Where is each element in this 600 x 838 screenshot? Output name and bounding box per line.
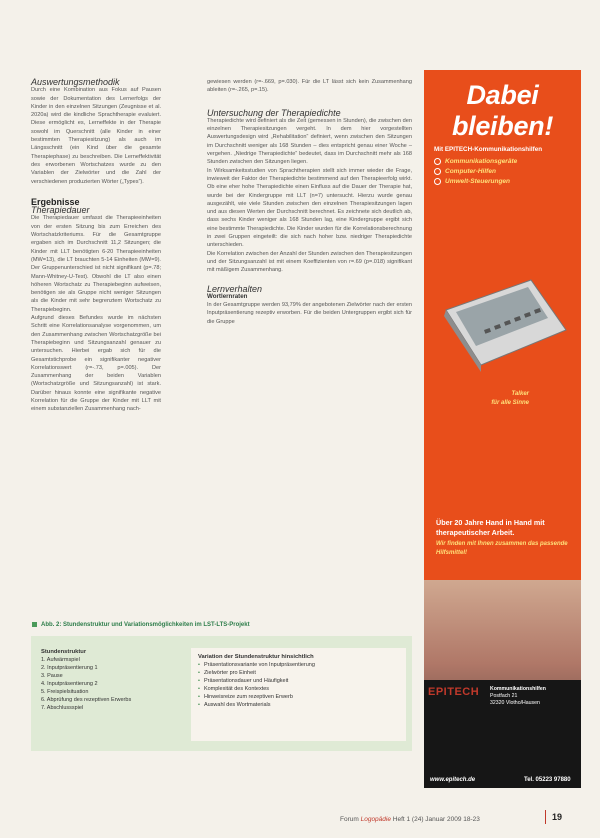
ad-product-label: Umwelt-Steuerungen xyxy=(445,178,511,185)
footer-journal-name: Logopädie xyxy=(360,816,391,823)
ad-info-2: Postfach 21 xyxy=(490,693,518,699)
circle-bullet-icon xyxy=(434,178,441,185)
talker-device-image xyxy=(436,270,571,380)
ad-contact-info xyxy=(490,686,546,707)
ad-slogan xyxy=(424,70,581,142)
figure-caption xyxy=(32,622,250,628)
footer-journal: Forum xyxy=(340,816,361,823)
variation-list xyxy=(198,661,399,709)
paragraph-density-2: In Wirksamkeitsstudien von Sprachtherapien stellt sich immer wieder die Frage, inwieweit der Faktor der Therapiedichte bestimmend auf den Therapieerfolg wirkt. Ob eine eher hohe Therapiedichte einen Einfluss auf die Dauer der Therapie hat, wurde bei der Kindergruppe mit LLT (n=7) untersucht. Hierzu wurde genau ausgezählt, wie viele Stunden zwischen den einzelnen Therapiesitzungen lagen und aus diesen Werten der Durchschnitt berechnet. Es zeichnete sich deutlich ab, dass sechs Kinder weniger als 168 Stunden lag, eine Kindergruppe ergibt sich eine bestimmte Therapiedichte. Die Kinder wurden für die Korrelationsberechnung in zwei Gruppen eingeteilt: die sich nach hoher bzw. niedriger Therapiedichte unterschieden. xyxy=(207,167,412,249)
ad-product-item xyxy=(434,177,581,187)
variation-item: • Präsentationsdauer und Häufigkeit xyxy=(198,677,399,685)
ad-slogan-line-2: bleiben! xyxy=(451,111,554,141)
structure-item: 4. Inputpräsentierung 2 xyxy=(41,681,98,687)
structure-item: 5. Freispielsituation xyxy=(41,689,89,695)
ad-touch-labels xyxy=(469,390,529,408)
page-number: 19 xyxy=(552,812,563,822)
ad-subtitle: Mit EPITECH-Kommunikationshilfen xyxy=(434,146,543,153)
epitech-logo: EPITECH xyxy=(428,686,480,698)
figure-left-panel xyxy=(41,648,131,712)
variation-item: • Zielwörter pro Einheit xyxy=(198,669,399,677)
heading-vocab: Wortlernraten xyxy=(207,292,248,300)
heading-behavior: Lernverhalten xyxy=(207,283,263,294)
figure-caption-text: Abb. 2: Stundenstruktur und Variationsmöglichkeiten im LST-LTS-Projekt xyxy=(41,622,250,629)
caption-square-icon xyxy=(32,622,37,627)
circle-bullet-icon xyxy=(434,158,441,165)
text-column-1 xyxy=(31,78,161,618)
figure-box xyxy=(31,636,412,751)
ad-product-label: Kommunikationsgeräte xyxy=(445,158,518,165)
ad-slogan-line-1: Dabei xyxy=(466,80,539,110)
paragraph-vocab: In der Gesamtgruppe werden 93,79% der angebotenen Zielwörter nach der ersten Inputpräsentierung rezeptiv erworben. Für die beiden Untergruppen ergibt sich für die Gruppe xyxy=(207,302,412,325)
ad-touch-label-2: für alle Sinne xyxy=(491,400,529,406)
epitech-advertisement xyxy=(424,70,581,788)
structure-item: 6. Abprüfung des rezeptiven Erwerbs xyxy=(41,697,132,703)
heading-results: Ergebnisse xyxy=(31,196,80,207)
ad-website-link[interactable]: www.epitech.de xyxy=(430,777,476,783)
heading-density: Untersuchung der Therapiedichte xyxy=(207,107,341,118)
ad-product-item xyxy=(434,167,581,177)
structure-list xyxy=(41,656,131,712)
figure-left-title: Stundenstruktur xyxy=(41,649,87,655)
variation-item: • Auswahl des Wortmaterials xyxy=(198,701,399,709)
text-column-2 xyxy=(207,78,412,618)
figure-right-title: Variation der Stundenstruktur hinsichtlich xyxy=(198,654,314,660)
ad-product-label: Computer-Hilfen xyxy=(445,168,496,175)
footer-issue: Heft 1 (24) Januar 2009 18-23 xyxy=(390,816,480,823)
variation-item: • Hinweisreize zum rezeptiven Erwerb xyxy=(198,693,399,701)
figure-right-panel xyxy=(191,648,406,741)
heading-duration: Therapiedauer xyxy=(31,205,90,216)
paragraph-method: Durch eine Kombination aus Fokus auf Pausen sowie der Dokumentation des Lernerfolgs der Kinder in den einzelnen Sitzungen (Zeugnisse et al. 2020a) wird die kindliche Sprachtherapie evaluiert. Diese ermöglicht es, Lerneffekte in der Therapie sowohl im Querschnitt (alle Kinder in einer bestimmten Therapiesitzung) als auch im Längsschnitt (ein Kind über die gesamte Therapiephase) zu beschreiben. Die Lerneffektivität des erworbenen Wortschatzes wurde zu den Variablen der Zielwörter und die Zahl der verschiedenen produzierten Wörter („Types“). xyxy=(31,87,161,185)
ad-product-item xyxy=(434,157,581,167)
ad-claim: Über 20 Jahre Hand in Hand mit therapeutischer Arbeit. xyxy=(436,518,545,537)
paragraph-top: gewiesen werden (r=-.669, p=.030). Für die LT lässt sich kein Zusammenhang ableiten (r=-.265, p=.15). xyxy=(207,79,412,94)
ad-touch-label-1: Talker xyxy=(511,391,529,397)
structure-item: 7. Abschlussspiel xyxy=(41,705,84,711)
variation-item: • Komplexität des Kontextes xyxy=(198,685,399,693)
variation-item: • Präsentationsvariante von Inputpräsentierung xyxy=(198,661,399,669)
circle-bullet-icon xyxy=(434,168,441,175)
paragraph-density: Therapiedichte wird definiert als die Zeit (gemessen in Stunden), die zwischen den einzelnen Therapiesitzungen vergeht. In dem hier vorgestellten Auswertungsdesign wird „Rehabilitation“ definiert, wenn zwischen den Sitzungen im Durchschnitt weniger als 168 Stunden – dies entspricht genau einer Woche – vergehen. „Niedrige Therapiedichte“ bedeutet, dass im Durchschnitt mehr als 168 Stunden zwischen den Sitzungen liegen. xyxy=(207,117,412,166)
paragraph-duration-2: Aufgrund dieses Befundes wurde im nächsten Schritt eine Korrelationsanalyse vorgenommen, um den Zusammenhang zwischen Wortschatzgröße bei Therapiebeginn und Sitzungsanzahl genauer zu untersuchen. Hierbei ergab sich für die Gesamtstichprobe ein signifikanter negativer Korrelationswert (r=-.73, p=.005). Der Zusammenhang der beiden Variablen (Wortschatzgröße und Sitzungsanzahl) ist stark. Darüber hinaus konnte eine signifikante negative Korrelation für die Gruppe der Kinder mit LLT mit einem substanziellen Zusammenhang nach- xyxy=(31,315,161,413)
ad-phone: Tel. 05223 97880 xyxy=(524,777,571,783)
structure-item: 2. Inputpräsentierung 1 xyxy=(41,665,98,671)
heading-method: Auswertungsmethodik xyxy=(31,77,120,87)
page-footer xyxy=(340,816,480,823)
ad-info-1: Kommunikationshilfen xyxy=(490,686,546,692)
ad-product-list xyxy=(424,157,581,187)
ad-info-3: 32320 Vlotho/Hausen xyxy=(490,700,540,706)
ad-claim-2: Wir finden mit Ihnen zusammen das passende Hilfsmittel! xyxy=(436,541,568,556)
paragraph-density-3: Die Korrelation zwischen der Anzahl der Stunden zwischen den Therapiesitzungen und der Sitzungsanzahl ist mit einem Koeffizienten von r=.69 (p=.018) signifikant mit mäßigem Zusammenhang. xyxy=(207,250,412,274)
structure-item: 3. Pause xyxy=(41,673,63,679)
page-number-divider xyxy=(545,810,546,824)
structure-item: 1. Aufwärmspiel xyxy=(41,657,80,663)
paragraph-duration: Die Therapiedauer umfasst die Therapieeinheiten von der ersten Sitzung bis zum Erreichen des Wortschatzkriteriums. Für die Gesamtgruppe ergaben sich im Durchschnitt 11,2 Sitzungen; die Kinder mit LLT benötigten 6-20 Therapieeinheiten (MW=13), die LT brauchten 5-14 Einheiten (MW=9). Der Gruppenunterschied ist nicht signifikant (p=.78; Mann-Whitney-U-Test). Obwohl die LT also einen höheren Wortschatz zu Therapiebeginn aufweisen, benötigen sie als Gruppe nicht weniger Sitzungen als die Kinder mit sehr begrenztem Wortschatz zu Therapiebeginn. xyxy=(31,215,161,313)
